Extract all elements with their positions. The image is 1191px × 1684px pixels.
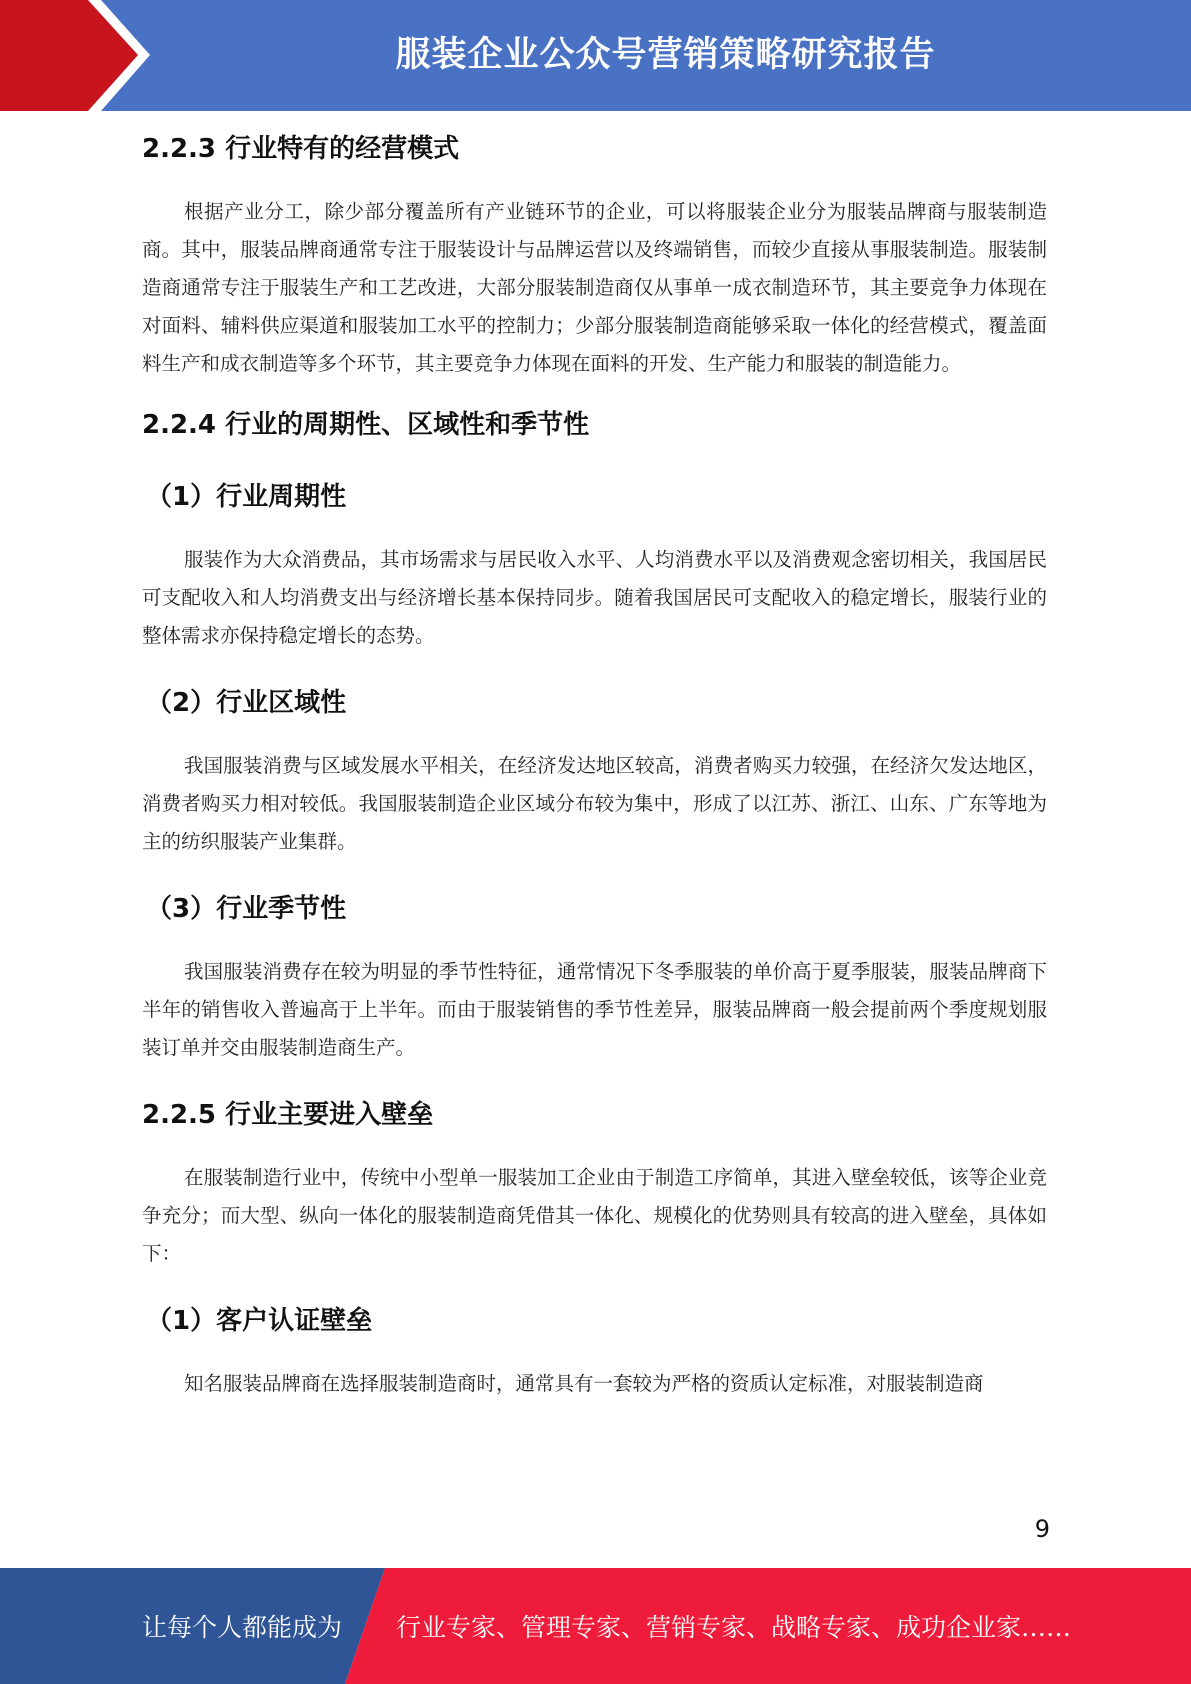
page-number: 9 bbox=[1034, 1515, 1050, 1543]
subheading-customer-certification: （1）客户认证壁垒 bbox=[146, 1306, 373, 1336]
paragraph-seasonality: 我国服装消费存在较为明显的季节性特征，通常情况下冬季服装的单价高于夏季服装，服装品牌商下半年的销售收入普遍高于上半年。而由于服装销售的季节性差异，服装品牌商一般会提前两个季度规划服装订单并交由服装制造商生产。 bbox=[142, 960, 1047, 1059]
footer-slogan-right: 行业专家、管理专家、营销专家、战略专家、成功企业家…… bbox=[396, 1613, 1072, 1642]
paragraph-cyclicality: 服装作为大众消费品，其市场需求与居民收入水平、人均消费水平以及消费观念密切相关，我国居民可支配收入和人均消费支出与经济增长基本保持同步。随着我国居民可支配收入的稳定增长，服装行业的整体需求亦保持稳定增长的态势。 bbox=[142, 548, 1047, 647]
subheading-seasonality: （3）行业季节性 bbox=[146, 894, 347, 924]
subheading-regionality: （2）行业区域性 bbox=[146, 688, 347, 718]
section-heading-2-2-3: 2.2.3 行业特有的经营模式 bbox=[142, 134, 460, 164]
section-heading-2-2-5: 2.2.5 行业主要进入壁垒 bbox=[142, 1100, 434, 1130]
paragraph-customer-certification: 知名服装品牌商在选择服装制造商时，通常具有一套较为严格的资质认定标准，对服装制造商 bbox=[184, 1372, 984, 1395]
page-footer bbox=[0, 1568, 1191, 1684]
paragraph-regionality: 我国服装消费与区域发展水平相关，在经济发达地区较高，消费者购买力较强，在经济欠发达地区，消费者购买力相对较低。我国服装制造企业区域分布较为集中，形成了以江苏、浙江、山东、广东等地为主的纺织服装产业集群。 bbox=[142, 754, 1047, 853]
paragraph-business-model: 根据产业分工，除少部分覆盖所有产业链环节的企业，可以将服装企业分为服装品牌商与服装制造商。其中，服装品牌商通常专注于服装设计与品牌运营以及终端销售，而较少直接从事服装制造。服装制造商通常专注于服装生产和工艺改进，大部分服装制造商仅从事单一成衣制造环节，其主要竞争力体现在对面料、辅料供应渠道和服装加工水平的控制力；少部分服装制造商能够采取一体化的经营模式，覆盖面料生产和成衣制造等多个环节，其主要竞争力体现在面料的开发、生产能力和服装的制造能力。 bbox=[142, 200, 1047, 375]
section-heading-2-2-4: 2.2.4 行业的周期性、区域性和季节性 bbox=[142, 410, 590, 440]
header-corner-chevron bbox=[0, 0, 160, 111]
footer-slogan-left: 让每个人都能成为 bbox=[142, 1613, 343, 1642]
report-title: 服装企业公众号营销策略研究报告 bbox=[395, 35, 936, 75]
document-body bbox=[142, 125, 1047, 1403]
paragraph-entry-barriers: 在服装制造行业中，传统中小型单一服装加工企业由于制造工序简单，其进入壁垒较低，该等企业竞争充分；而大型、纵向一体化的服装制造商凭借其一体化、规模化的优势则具有较高的进入壁垒，具体如下： bbox=[142, 1166, 1047, 1265]
subheading-cyclicality: （1）行业周期性 bbox=[146, 482, 347, 512]
red-corner-block bbox=[0, 0, 147, 111]
page-header bbox=[0, 0, 1191, 111]
